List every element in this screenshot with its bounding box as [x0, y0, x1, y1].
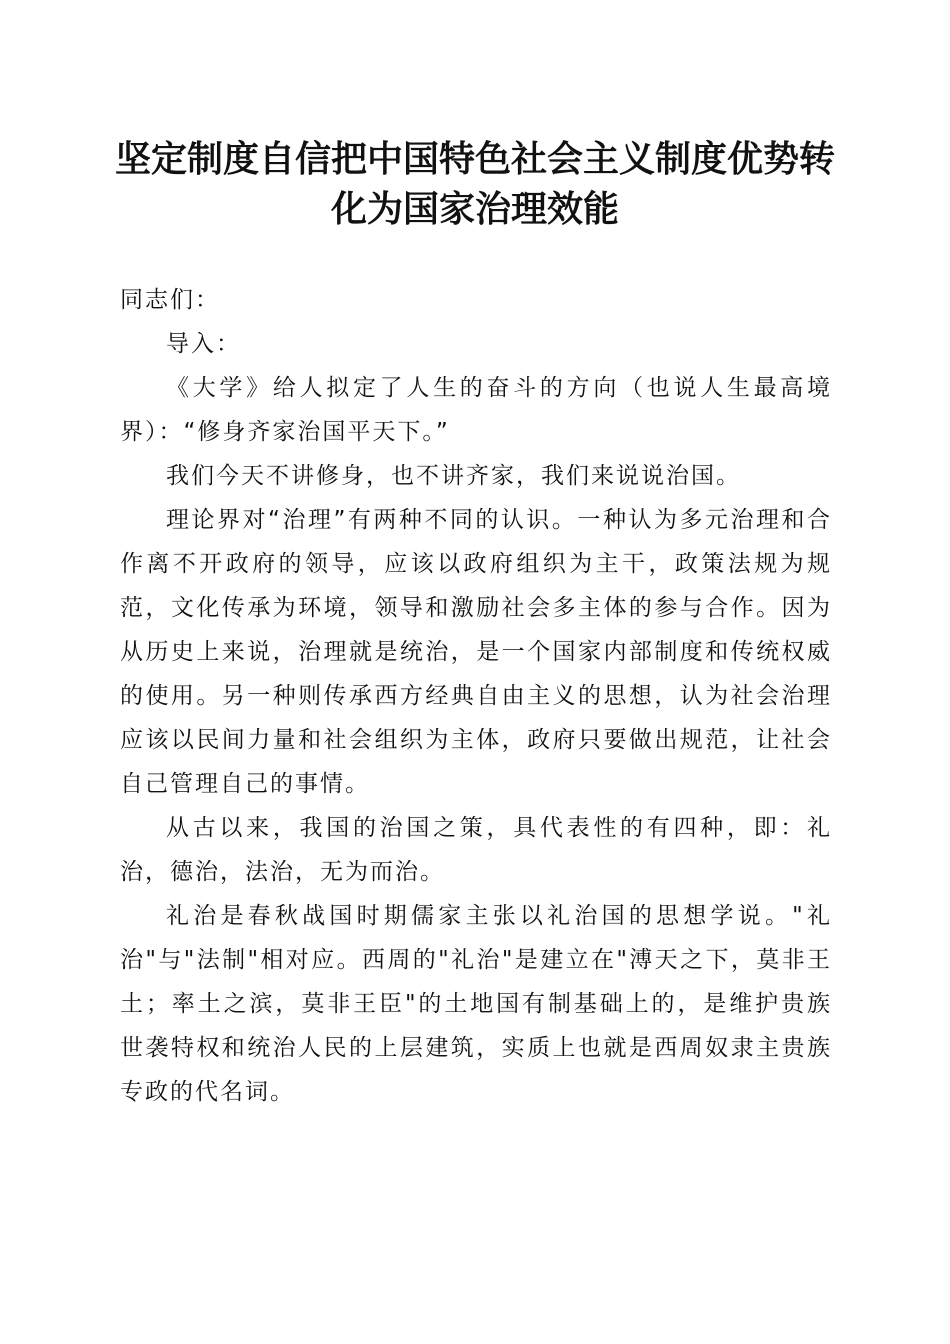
salutation: 同志们：: [120, 287, 220, 313]
paragraph-topic: 我们今天不讲修身，也不讲齐家，我们来说说治国。: [166, 463, 741, 489]
document-body: [120, 278, 832, 1114]
document-title: 坚定制度自信把中国特色社会主义制度优势转化为国家治理效能: [114, 138, 835, 230]
paragraph-daxue-quote: 《大学》给人拟定了人生的奋斗的方向（也说人生最高境界）：“修身齐家治国平天下。”: [120, 375, 832, 445]
paragraph-governance-theories: 理论界对“治理”有两种不同的认识。一种认为多元治理和合作离不开政府的领导，应该以政府组织为主干，政策法规为规范，文化传承为环境，领导和激励社会多主体的参与合作。因为从历史上来说，治理就是统治，是一个国家内部制度和传统权威的使用。另一种则传承西方经典自由主义的思想，认为社会治理应该以民间力量和社会组织为主体，政府只要做出规范，让社会自己管理自己的事情。: [120, 507, 832, 797]
paragraph-intro-label: 导入：: [166, 331, 241, 357]
paragraph-rule-of-rites: 礼治是春秋战国时期儒家主张以礼治国的思想学说。"礼治"与"法制"相对应。西周的"礼治"是建立在"溥天之下，莫非王土；率土之滨，莫非王臣"的土地国有制基础上的，是维护贵族世袭特权和统治人民的上层建筑，实质上也就是西周奴隶主贵族专政的代名词。: [120, 903, 832, 1105]
paragraph-four-strategies: 从古以来，我国的治国之策，具代表性的有四种，即：礼治，德治，法治，无为而治。: [120, 815, 832, 885]
